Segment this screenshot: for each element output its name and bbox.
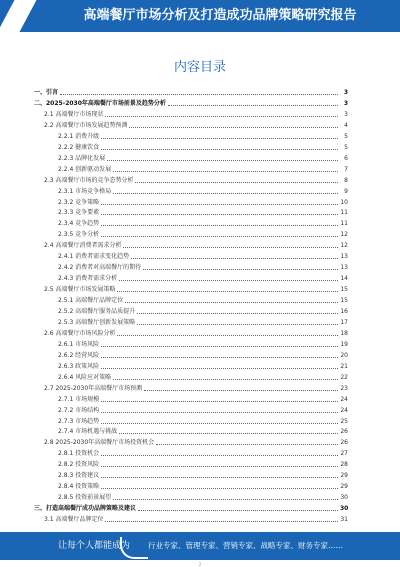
toc-entry[interactable] [44, 241, 348, 250]
toc-entry-title: 2.7.1 市场规模 [58, 395, 100, 403]
toc-entry-page: 11 [340, 220, 348, 228]
toc-entry-page: 13 [340, 253, 348, 261]
toc-entry-title: 2.2.4 创新驱动发展 [58, 165, 112, 173]
toc-dot-leader [101, 235, 338, 237]
toc-entry[interactable] [44, 176, 348, 185]
toc-dot-leader [101, 367, 338, 369]
toc-dot-leader [101, 465, 338, 467]
toc-dot-leader [117, 290, 338, 292]
toc-entry-title: 2.8.2 投资风险 [58, 461, 100, 469]
toc-entry[interactable] [58, 274, 348, 283]
toc-dot-leader [119, 432, 338, 434]
toc-entry[interactable] [58, 373, 348, 382]
toc-entry-page: 22 [340, 373, 348, 381]
toc-dot-leader [101, 148, 338, 150]
toc-entry-title: 2.3 高端餐厅市场的竞争态势分析 [44, 176, 134, 184]
toc-entry[interactable] [58, 263, 348, 272]
toc-entry[interactable] [58, 351, 348, 360]
toc-entry-page: 3 [343, 89, 348, 96]
toc-dot-leader [101, 137, 338, 139]
toc-entry-title: 2.2 高端餐厅市场发展趋势预测 [44, 121, 128, 129]
toc-dot-leader [168, 104, 338, 106]
toc-entry-title: 2.2.1 消费升级 [58, 132, 100, 140]
toc-entry[interactable] [58, 449, 348, 458]
toc-entry-page: 28 [340, 461, 348, 469]
toc-entry-title: 2.6.4 风险应对策略 [58, 373, 112, 381]
toc-dot-leader [107, 159, 338, 161]
toc-entry[interactable] [44, 285, 348, 294]
toc-entry-title: 一、引言 [34, 89, 59, 96]
toc-dot-leader [101, 224, 338, 226]
toc-entry-page: 11 [340, 209, 348, 217]
toc-entry[interactable] [34, 99, 348, 108]
toc-dot-leader [135, 181, 338, 183]
toc-dot-leader [125, 301, 338, 303]
toc-entry-page: 9 [344, 187, 348, 195]
toc-heading: 内容目录 [173, 60, 226, 75]
toc-entry-page: 31 [340, 516, 348, 524]
toc-dot-leader [119, 279, 338, 281]
toc-entry-title: 2.5.1 高端餐厅品牌定位 [58, 297, 124, 305]
toc-entry[interactable] [58, 252, 348, 261]
toc-dot-leader [101, 487, 338, 489]
toc-entry[interactable] [34, 88, 348, 97]
toc-entry-title: 三、打造高端餐厅成功品牌策略及建议 [34, 505, 137, 513]
toc-dot-leader [137, 312, 338, 314]
toc-entry-title: 2.3.2 竞争策略 [58, 198, 100, 206]
report-title: 高端餐厅市场分析及打造成功品牌策略研究报告 [83, 8, 357, 23]
toc-dot-leader [101, 356, 338, 358]
toc-dot-leader [101, 476, 338, 478]
toc-entry[interactable] [58, 296, 348, 305]
toc-entry-page: 18 [340, 329, 348, 337]
toc-entry[interactable] [58, 482, 348, 491]
toc-entry-page: 8 [344, 176, 348, 184]
toc-dot-leader [105, 115, 338, 117]
toc-entry[interactable] [44, 121, 348, 130]
toc-entry[interactable] [44, 438, 348, 447]
toc-entry[interactable] [58, 154, 348, 163]
toc-entry-title: 2.7.2 市场结构 [58, 406, 100, 414]
toc-dot-leader [101, 213, 338, 215]
toc-dot-leader [117, 334, 338, 336]
toc-dot-leader [101, 454, 338, 456]
toc-entry-page: 7 [344, 165, 348, 173]
toc-entry[interactable] [58, 395, 348, 404]
toc-entry-page: 27 [340, 450, 348, 458]
toc-entry-title: 2.3.4 竞争趋势 [58, 220, 100, 228]
toc-entry-page: 21 [340, 362, 348, 370]
toc-entry[interactable] [58, 208, 348, 217]
toc-entry-title: 2.1 高端餐厅市场现状 [44, 110, 104, 118]
toc-entry-page: 14 [340, 275, 348, 283]
toc-entry[interactable] [58, 362, 348, 371]
toc-dot-leader [129, 126, 338, 128]
toc-entry-title: 2.7 2025-2030年高端餐厅市场预测 [44, 384, 143, 392]
toc-dot-leader [101, 203, 338, 205]
toc-dot-leader [101, 400, 338, 402]
toc-entry-page: 10 [340, 198, 348, 206]
toc-entry-page: 12 [340, 242, 348, 250]
toc-dot-leader [113, 170, 338, 172]
footer-banner [0, 532, 400, 560]
toc-entry-title: 2.7.3 市场趋势 [58, 417, 100, 425]
toc-entry[interactable] [58, 143, 348, 152]
toc-entry-page: 29 [340, 483, 348, 491]
toc-entry-title: 2.6 高端餐厅市场风险分析 [44, 329, 116, 337]
toc-entry-title: 2.2.3 品牌化发展 [58, 154, 106, 162]
page-number: 2 [198, 562, 202, 567]
toc-entry-title: 2.8.1 投资机会 [58, 450, 100, 458]
toc-entry-page: 5 [344, 132, 348, 140]
toc-entry-title: 2.8.3 投资建议 [58, 472, 100, 480]
toc-entry-page: 17 [340, 318, 348, 326]
toc-dot-leader [113, 192, 338, 194]
toc-entry-page: 30 [340, 494, 348, 502]
toc-dot-leader [60, 93, 338, 95]
toc-entry[interactable] [58, 165, 348, 174]
toc-entry-title: 2.6.1 市场风险 [58, 340, 100, 348]
toc-entry-title: 2.8 2025-2030年高端餐厅市场投资机会 [44, 439, 155, 447]
toc-entry[interactable] [58, 493, 348, 502]
toc-entry-title: 2.2.2 健康饮食 [58, 143, 100, 151]
toc-entry-title: 二、2025-2030年高端餐厅市场前景及趋势分析 [34, 99, 166, 107]
toc-entry-page: 29 [340, 472, 348, 480]
toc-dot-leader [113, 498, 338, 500]
toc-entry[interactable] [44, 515, 348, 524]
toc-entry[interactable] [58, 406, 348, 415]
toc-entry-page: 5 [344, 143, 348, 151]
toc-dot-leader [138, 509, 338, 511]
toc-entry-page: 12 [340, 231, 348, 239]
toc-dot-leader [101, 411, 338, 413]
toc-entry[interactable] [58, 230, 348, 239]
toc-dot-leader [137, 323, 338, 325]
toc-entry[interactable] [44, 329, 348, 338]
toc-entry-page: 25 [340, 417, 348, 425]
toc-dot-leader [123, 246, 338, 248]
toc-entry-page: 3 [343, 99, 348, 107]
toc-entry[interactable] [44, 384, 348, 393]
toc-entry-title: 2.5.3 高端餐厅创新发展策略 [58, 318, 136, 326]
toc-entry-page: 23 [340, 384, 348, 392]
toc-dot-leader [101, 422, 338, 424]
toc-entry[interactable] [44, 110, 348, 119]
toc-entry-page: 3 [344, 110, 348, 118]
toc-entry[interactable] [58, 132, 348, 141]
toc-entry[interactable] [58, 219, 348, 228]
toc-entry-title: 2.4 高端餐厅消费者需求分析 [44, 242, 122, 250]
toc-entry[interactable] [58, 307, 348, 316]
toc-entry-title: 2.4.1 消费者需求变化趋势 [58, 253, 130, 261]
toc-entry-title: 2.3.3 竞争要素 [58, 209, 100, 217]
toc-entry-page: 19 [340, 340, 348, 348]
toc-entry-title: 2.8.4 投资策略 [58, 483, 100, 491]
toc-entry-page: 24 [340, 395, 348, 403]
toc-entry-page: 15 [340, 286, 348, 294]
toc-entry-page: 13 [340, 264, 348, 272]
toc-entry[interactable] [58, 460, 348, 469]
toc-entry-title: 3.1 高端餐厅品牌定位 [44, 516, 104, 524]
toc-entry-title: 2.4.3 消费者需求分析 [58, 275, 118, 283]
toc-entry-page: 15 [340, 297, 348, 305]
footer-slogan: 让每个人都能成为 [58, 541, 131, 551]
toc-dot-leader [101, 345, 338, 347]
footer-tagline: 行业专家、管理专家、营销专家、战略专家、财务专家…… [148, 541, 343, 550]
toc-entry-title: 2.6.2 经营风险 [58, 351, 100, 359]
toc-entry[interactable] [58, 198, 348, 207]
toc-entry-page: 26 [340, 428, 348, 436]
toc-entry-page: 24 [340, 406, 348, 414]
toc-entry[interactable] [58, 417, 348, 426]
toc-entry-page: 30 [340, 505, 349, 513]
toc-dot-leader [113, 378, 338, 380]
toc-entry-title: 2.7.4 市场机遇与挑战 [58, 428, 118, 436]
toc-entry-title: 2.8.5 投资前景展望 [58, 494, 112, 502]
toc-entry[interactable] [58, 318, 348, 327]
toc-entry-page: 26 [340, 439, 348, 447]
toc-dot-leader [143, 268, 338, 270]
toc-dot-leader [131, 257, 338, 259]
toc-entry-title: 2.6.3 政策风险 [58, 362, 100, 370]
toc-dot-leader [105, 520, 338, 522]
toc-entry[interactable] [58, 427, 348, 436]
toc-entry-page: 4 [344, 121, 348, 129]
footer-hook-decoration [120, 537, 148, 559]
toc-entry-title: 2.4.2 消费者对高端餐厅的期待 [58, 264, 142, 272]
toc-dot-leader [144, 389, 338, 391]
toc-entry-page: 6 [344, 154, 348, 162]
toc-entry[interactable] [58, 187, 348, 196]
toc-entry[interactable] [58, 471, 348, 480]
toc-entry-title: 2.3.1 市场竞争格局 [58, 187, 112, 195]
toc-entry[interactable] [58, 340, 348, 349]
toc-entry-title: 2.5.2 高端餐厅服务品质提升 [58, 308, 136, 315]
toc-entry-page: 20 [340, 351, 348, 359]
toc-dot-leader [156, 443, 338, 445]
toc-entry[interactable] [34, 504, 348, 513]
toc-entry-page: 16 [340, 308, 348, 315]
toc-entry-title: 2.5 高端餐厅市场发展策略 [44, 286, 116, 294]
toc-entry-title: 2.3.5 竞争分析 [58, 231, 100, 239]
